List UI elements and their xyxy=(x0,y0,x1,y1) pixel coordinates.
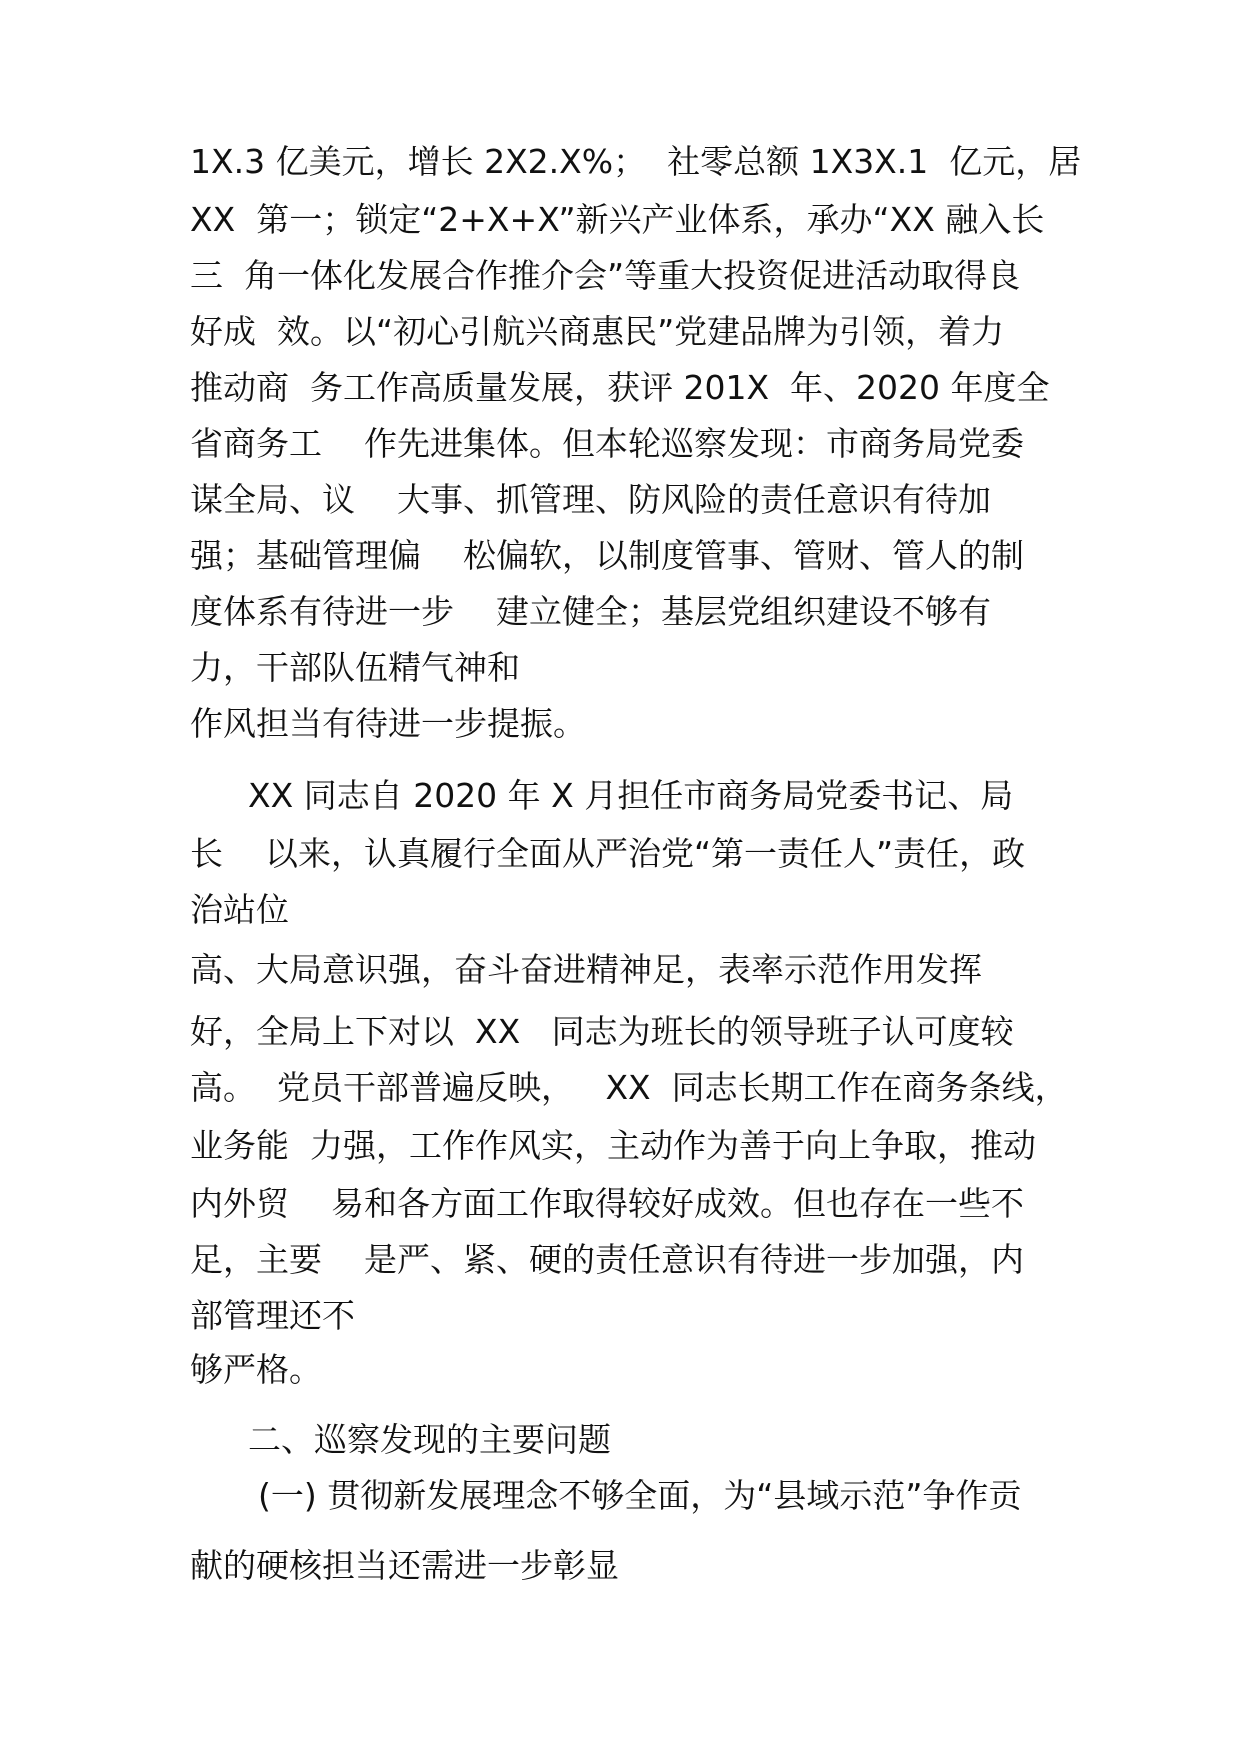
text-line: 谋全局、议 大事、抓管理、防风险的责任意识有待加 xyxy=(190,480,991,519)
text-line: XX 第一；锁定“2+X+X”新兴产业体系，承办“XX 融入长 xyxy=(190,200,1045,239)
text-line: 三 角一体化发展合作推介会”等重大投资促进活动取得良 xyxy=(190,256,1021,295)
text-line: 足，主要 是严、紧、硬的责任意识有待进一步加强，内 xyxy=(190,1240,1024,1279)
text-line: 长 以来，认真履行全面从严治党“第一责任人”责任，政 xyxy=(190,834,1026,873)
text-line: 治站位 xyxy=(190,890,289,929)
text-line: 内外贸 易和各方面工作取得较好成效。但也存在一些不 xyxy=(190,1184,1024,1223)
text-line: 力，干部队伍精气神和 xyxy=(190,648,520,687)
text-line: 作风担当有待进一步提振。 xyxy=(190,704,586,743)
subsection-heading: 献的硬核担当还需进一步彰显 xyxy=(190,1546,619,1585)
text-line: 够严格。 xyxy=(190,1350,322,1389)
text-line: 省商务工 作先进集体。但本轮巡察发现：市商务局党委 xyxy=(190,424,1024,463)
text-line: 度体系有待进一步 建立健全；基层党组织建设不够有 xyxy=(190,592,991,631)
text-line: 部管理还不 xyxy=(190,1296,355,1335)
text-line: 高、大局意识强，奋斗奋进精神足，表率示范作用发挥 xyxy=(190,950,982,989)
subsection-heading: (一) 贯彻新发展理念不够全面，为“县域示范”争作贡 xyxy=(258,1476,1022,1515)
text-line: 高。 党员干部普遍反映， XX 同志长期工作在商务条线， xyxy=(190,1068,1068,1107)
section-heading: 二、巡察发现的主要问题 xyxy=(248,1420,611,1459)
text-line: 好，全局上下对以 XX 同志为班长的领导班子认可度较 xyxy=(190,1012,1014,1051)
text-line: XX 同志自 2020 年 X 月担任市商务局党委书记、局 xyxy=(248,776,1014,815)
text-line: 1X.3 亿美元，增长 2X2.X%； 社零总额 1X3X.1 亿元，居 xyxy=(190,142,1082,181)
text-line: 业务能 力强，工作作风实，主动作为善于向上争取，推动 xyxy=(190,1126,1036,1165)
text-line: 强；基础管理偏 松偏软，以制度管事、管财、管人的制 xyxy=(190,536,1024,575)
text-line: 好成 效。以“初心引航兴商惠民”党建品牌为引领，着力 xyxy=(190,312,1005,351)
text-line: 推动商 务工作高质量发展，获评 201X 年、2020 年度全 xyxy=(190,368,1050,407)
